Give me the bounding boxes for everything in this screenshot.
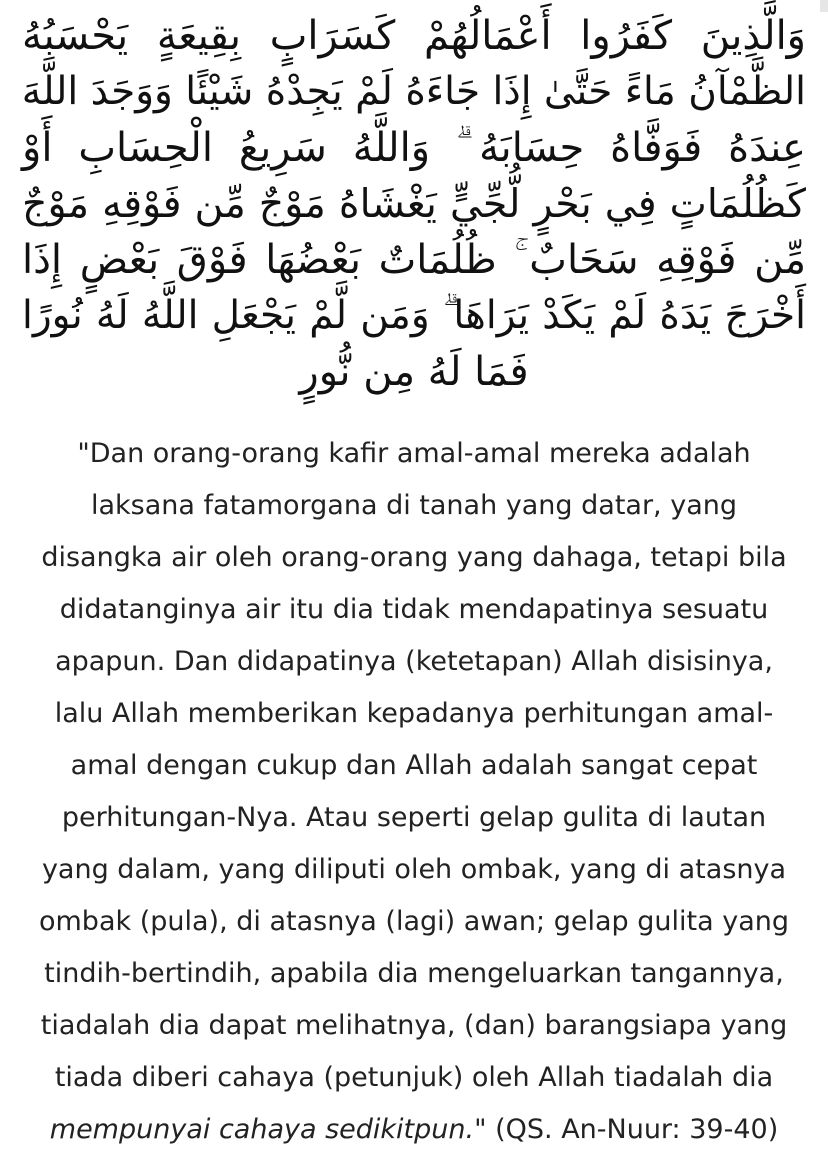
translation-line-5: apapun. Dan didapatinya (ketetapan) Allah disisinya,: [55, 646, 773, 677]
translation-line-14: [36, 1104, 792, 1156]
arabic-line-3: عِندَهُ فَوَفَّاهُ حِسَابَهُ ۗ وَاللَّهُ سَرِيعُ الْحِسَابِ أَوْ: [22, 125, 806, 171]
translation-line-10: ombak (pula), di atasnya (lagi) awan; gelap gulita yang: [38, 906, 789, 937]
translation-line-7: amal dengan cukup dan Allah adalah sangat cepat: [70, 750, 758, 781]
translation-line-2: laksana fatamorgana di tanah yang datar, yang: [90, 490, 737, 521]
arabic-line-1: وَالَّذِينَ كَفَرُوا أَعْمَالُهُمْ كَسَرَابٍ بِقِيعَةٍ يَحْسَبُهُ: [22, 13, 806, 59]
arabic-line-2: الظَّمْآنُ مَاءً حَتَّىٰ إِذَا جَاءَهُ لَمْ يَجِدْهُ شَيْئًا وَوَجَدَ اللَّهَ: [21, 69, 806, 114]
translation-line-8: perhitungan-Nya. Atau seperti gelap gulita di lautan: [61, 802, 767, 833]
translation-block: [36, 428, 792, 1156]
arabic-verse-block: [21, 0, 806, 395]
arabic-line-6: أَخْرَجَ يَدَهُ لَمْ يَكَدْ يَرَاهَا ۗ وَمَن لَّمْ يَجْعَلِ اللَّهُ لَهُ نُورًا: [22, 293, 806, 338]
translation-final-text: mempunyai cahaya sedikitpun.": [49, 1114, 487, 1145]
arabic-line-5: مِّن فَوْقِهِ سَحَابٌ ۚ ظُلُمَاتٌ بَعْضُهَا فَوْقَ بَعْضٍ إِذَا: [22, 237, 806, 283]
quran-reference: (QS. An-Nuur: 39-40): [486, 1114, 779, 1145]
translation-line-1: "Dan orang-orang kafir amal-amal mereka adalah: [77, 438, 751, 469]
arabic-line-4: كَظُلُمَاتٍ فِي بَحْرٍ لُّجِّيٍّ يَغْشَاهُ مَوْجٌ مِّن فَوْقِهِ مَوْجٌ: [22, 181, 806, 227]
translation-line-11: tindih-bertindih, apabila dia mengeluarkan tangannya,: [44, 958, 784, 989]
translation-line-3: disangka air oleh orang-orang yang dahaga, tetapi bila: [41, 542, 787, 573]
translation-line-4: didatanginya air itu dia tidak mendapatinya sesuatu: [59, 594, 769, 625]
translation-line-12: tiadalah dia dapat melihatnya, (dan) barangsiapa yang: [40, 1010, 788, 1041]
translation-line-6: lalu Allah memberikan kepadanya perhitungan amal-: [54, 698, 774, 729]
arabic-line-7: فَمَا لَهُ مِن نُّورٍ: [299, 349, 529, 395]
scroll-edge: [820, 0, 828, 12]
translation-line-13: tiada diberi cahaya (petunjuk) oleh Allah tiadalah dia: [54, 1062, 774, 1093]
translation-line-9: yang dalam, yang diliputi oleh ombak, yang di atasnya: [41, 854, 787, 885]
